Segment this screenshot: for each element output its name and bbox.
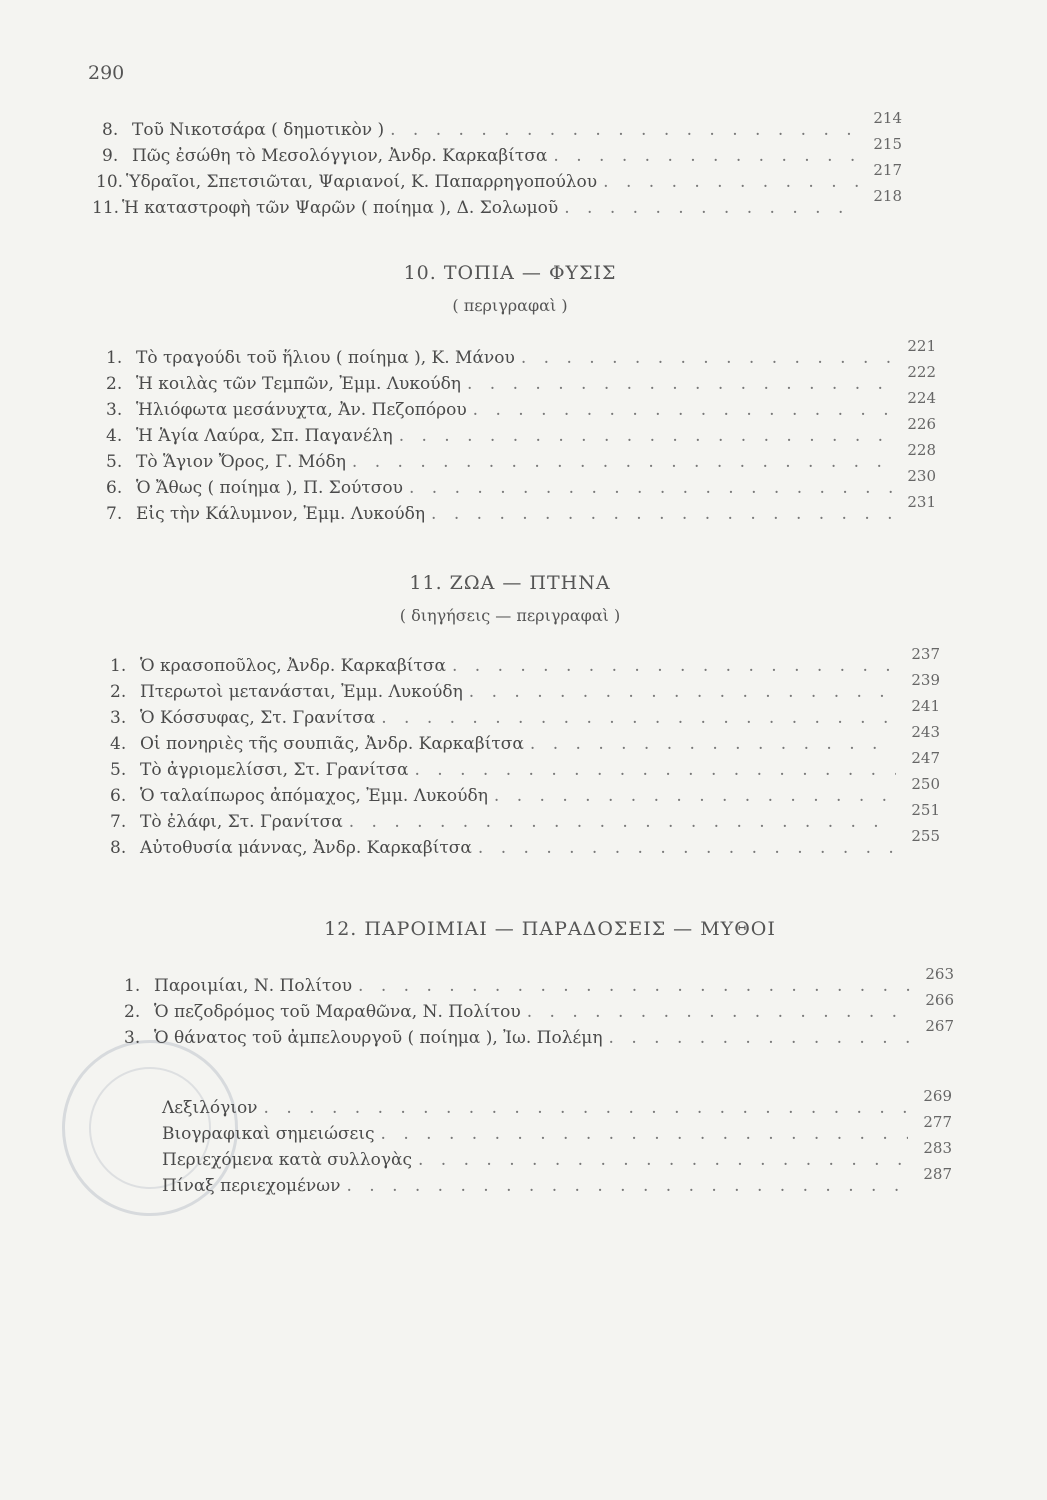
section-10-title: 10. ΤΟΠΙΑ — ΦΥΣΙΣ [403, 262, 617, 284]
toc-entry: 2. Ἡ κοιλὰς τῶν Τεμπῶν, Ἐμμ. Λυκούδη . . . 222 [106, 372, 936, 396]
entry-title: Πίναξ περιεχομένων [162, 1176, 341, 1196]
entry-title: Βιογραφικαὶ σημειώσεις [162, 1124, 375, 1144]
entry-title: Τὸ ἀγριομελίσσι, Στ. Γρανίτσα [140, 760, 409, 780]
toc-entry: 11. Ἡ καταστροφὴ τῶν Ψαρῶν ( ποίημα ), Δ. Σολωμοῦ . . . 218 [92, 196, 902, 220]
toc-entry: 6. Ὁ ταλαίπωρος ἀπόμαχος, Ἐμμ. Λυκούδη . . . 250 [110, 784, 940, 808]
toc-entry: 5. Τὸ Ἅγιον Ὄρος, Γ. Μόδη . . . 228 [106, 450, 936, 474]
entry-title: Εἰς τὴν Κάλυμνον, Ἐμμ. Λυκούδη [136, 504, 426, 524]
dot-leader [521, 346, 892, 370]
dot-leader [452, 654, 896, 678]
entry-title: Ὁ ταλαίπωρος ἀπόμαχος, Ἐμμ. Λυκούδη [140, 786, 488, 806]
toc-entry: 5. Τὸ ἀγριομελίσσι, Στ. Γρανίτσα . . . 247 [110, 758, 940, 782]
toc-entry: 1. Παροιμίαι, Ν. Πολίτου . . . 263 [124, 974, 954, 998]
dot-leader [467, 372, 892, 396]
entry-page: 287 [923, 1165, 952, 1183]
entry-page: 215 [873, 135, 902, 153]
toc-entry: 3. Ὁ Κόσσυφας, Στ. Γρανίτσα . . . 241 [110, 706, 940, 730]
entry-title: Ἡλιόφωτα μεσάνυχτα, Ἀν. Πεζοπόρου [136, 400, 467, 420]
toc-entry: 3. Ὁ θάνατος τοῦ ἀμπελουργοῦ ( ποίημα ), Ἰω. Πολέμη . . . 267 [124, 1026, 954, 1050]
dot-leader [409, 476, 892, 500]
dot-leader [381, 706, 896, 730]
entry-page: 251 [911, 801, 940, 819]
section-11-title: 11. ΖΩΑ — ΠΤΗΝΑ [409, 572, 611, 594]
entry-title: Ἡ κοιλὰς τῶν Τεμπῶν, Ἐμμ. Λυκούδη [136, 374, 461, 394]
toc-entry: 2. Ὁ πεζοδρόμος τοῦ Μαραθῶνα, Ν. Πολίτου . . . 266 [124, 1000, 954, 1024]
entry-page: 247 [911, 749, 940, 767]
entry-title: Τοῦ Νικοτσάρα ( δημοτικὸν ) [132, 120, 385, 140]
toc-entry: 1. Ὁ κρασοποῦλος, Ἀνδρ. Καρκαβίτσα . . . 237 [110, 654, 940, 678]
appendix-entry [162, 1165, 952, 1198]
toc-entry: 10. Ὑδραῖοι, Σπετσιῶται, Ψαριανοί, Κ. Παπαρρηγοπούλου . . . 217 [96, 170, 902, 194]
section-10-subtitle: ( περιγραφαὶ ) [452, 296, 568, 315]
dot-leader [399, 424, 892, 448]
entry-page: 222 [907, 363, 936, 381]
toc-entry: 1. Τὸ τραγούδι τοῦ ἥλιου ( ποίημα ), Κ. Μάνου . . . 221 [106, 346, 936, 370]
entry-page: 228 [907, 441, 936, 459]
entry-title: Πτερωτοὶ μετανάσται, Ἐμμ. Λυκούδη [140, 682, 463, 702]
entry-title: Περιεχόμενα κατὰ συλλογὰς [162, 1150, 412, 1170]
entry-page: 218 [873, 187, 902, 205]
entry-title: Αὐτοθυσία μάννας, Ἀνδρ. Καρκαβίτσα [140, 838, 472, 858]
page-number: 290 [88, 62, 125, 84]
dot-leader [390, 118, 858, 142]
entry-title: Ἡ καταστροφὴ τῶν Ψαρῶν ( ποίημα ), Δ. Σολωμοῦ [122, 198, 559, 218]
entry-title: Παροιμίαι, Ν. Πολίτου [154, 976, 353, 996]
entry-page: 237 [911, 645, 940, 663]
entry-page: 231 [907, 493, 936, 511]
entry-page: 255 [911, 827, 940, 845]
appendix-entry [162, 1087, 952, 1120]
entry-title: Ὁ Κόσσυφας, Στ. Γρανίτσα [140, 708, 376, 728]
entry-title: Ὁ Ἄθως ( ποίημα ), Π. Σούτσου [136, 478, 403, 498]
dot-leader [530, 732, 896, 756]
entry-title: Τὸ ἐλάφι, Στ. Γρανίτσα [140, 812, 343, 832]
dot-leader [381, 1122, 908, 1146]
entry-page: 243 [911, 723, 940, 741]
entry-title: Ὑδραῖοι, Σπετσιῶται, Ψαριανοί, Κ. Παπαρρηγοπούλου [126, 172, 598, 192]
dot-leader [478, 836, 896, 860]
dot-leader [564, 196, 858, 220]
toc-entry: 2. Πτερωτοὶ μετανάσται, Ἐμμ. Λυκούδη . . . 239 [110, 680, 940, 704]
toc-entry: 9. Πῶς ἐσώθη τὸ Μεσολόγγιον, Ἀνδρ. Καρκαβίτσα . . . 215 [102, 144, 902, 168]
entry-page: 224 [907, 389, 936, 407]
dot-leader [469, 680, 896, 704]
entry-page: 217 [873, 161, 902, 179]
entry-page: 241 [911, 697, 940, 715]
dot-leader [349, 810, 896, 834]
entry-title: Ὁ θάνατος τοῦ ἀμπελουργοῦ ( ποίημα ), Ἰω. Πολέμη [154, 1028, 603, 1048]
appendix-entry [162, 1113, 952, 1146]
entry-title: Τὸ Ἅγιον Ὄρος, Γ. Μόδη [136, 452, 346, 472]
dot-leader [358, 974, 910, 998]
entry-title: Ἡ Ἁγία Λαύρα, Σπ. Παγανέλη [136, 426, 393, 446]
dot-leader [346, 1174, 908, 1198]
entry-page: 239 [911, 671, 940, 689]
dot-leader [603, 170, 858, 194]
entry-page: 221 [907, 337, 936, 355]
section-11-subtitle: ( διηγήσεις — περιγραφαὶ ) [399, 606, 621, 625]
dot-leader [264, 1096, 908, 1120]
toc-entry: 3. Ἡλιόφωτα μεσάνυχτα, Ἀν. Πεζοπόρου . . . 224 [106, 398, 936, 422]
entry-page: 263 [925, 965, 954, 983]
dot-leader [473, 398, 892, 422]
dot-leader [414, 758, 896, 782]
entry-page: 277 [923, 1113, 952, 1131]
dot-leader [609, 1026, 910, 1050]
dot-leader [352, 450, 892, 474]
section-12-title: 12. ΠΑΡΟΙΜΙΑΙ — ΠΑΡΑΔΟΣΕΙΣ — ΜΥΘΟΙ [324, 918, 776, 940]
dot-leader [418, 1148, 908, 1172]
dot-leader [527, 1000, 910, 1024]
dot-leader [494, 784, 896, 808]
entry-title: Οἱ πονηριὲς τῆς σουπιᾶς, Ἀνδρ. Καρκαβίτσα [140, 734, 524, 754]
entry-page: 230 [907, 467, 936, 485]
toc-entry: 8. Τοῦ Νικοτσάρα ( δημοτικὸν ) . . . 214 [102, 118, 902, 142]
entry-page: 283 [923, 1139, 952, 1157]
toc-entry: 7. Εἰς τὴν Κάλυμνον, Ἐμμ. Λυκούδη . . . 231 [106, 502, 936, 526]
toc-entry: 8. Αὐτοθυσία μάννας, Ἀνδρ. Καρκαβίτσα . . . 255 [110, 836, 940, 860]
entry-title: Πῶς ἐσώθη τὸ Μεσολόγγιον, Ἀνδρ. Καρκαβίτσα [132, 146, 548, 166]
entry-page: 214 [873, 109, 902, 127]
toc-entry: 4. Οἱ πονηριὲς τῆς σουπιᾶς, Ἀνδρ. Καρκαβίτσα . . . 243 [110, 732, 940, 756]
entry-title: Τὸ τραγούδι τοῦ ἥλιου ( ποίημα ), Κ. Μάνου [136, 348, 515, 368]
entry-title: Λεξιλόγιον [162, 1098, 258, 1118]
entry-title: Ὁ κρασοποῦλος, Ἀνδρ. Καρκαβίτσα [140, 656, 446, 676]
entry-page: 226 [907, 415, 936, 433]
dot-leader [553, 144, 858, 168]
entry-page: 267 [925, 1017, 954, 1035]
toc-entry: 4. Ἡ Ἁγία Λαύρα, Σπ. Παγανέλη . . . 226 [106, 424, 936, 448]
entry-page: 269 [923, 1087, 952, 1105]
entry-page: 250 [911, 775, 940, 793]
appendix-entry [162, 1139, 952, 1172]
entry-title: Ὁ πεζοδρόμος τοῦ Μαραθῶνα, Ν. Πολίτου [154, 1002, 521, 1022]
toc-entry: 6. Ὁ Ἄθως ( ποίημα ), Π. Σούτσου . . . 230 [106, 476, 936, 500]
dot-leader [431, 502, 892, 526]
entry-page: 266 [925, 991, 954, 1009]
toc-entry: 7. Τὸ ἐλάφι, Στ. Γρανίτσα . . . 251 [110, 810, 940, 834]
